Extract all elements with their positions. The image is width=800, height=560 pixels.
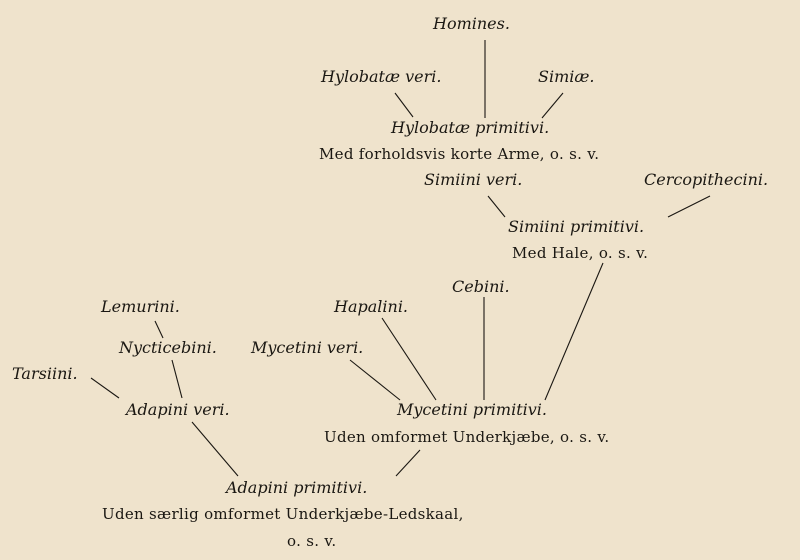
taxon-adapini-primitivi: Adapini primitivi. <box>226 478 368 497</box>
edge-simiini-veri <box>488 196 505 217</box>
taxon-mycetini-veri: Mycetini veri. <box>251 338 364 357</box>
edge-tarsiini <box>91 378 119 398</box>
edge-simiae <box>542 93 563 118</box>
desc-adapini-line2: o. s. v. <box>287 532 337 550</box>
taxon-hylobatae-veri: Hylobatæ veri. <box>321 67 442 86</box>
taxon-simiini-primitivi: Simiini primitivi. <box>508 217 645 236</box>
edge-lemurini <box>155 321 163 338</box>
edge-hapalini <box>382 318 436 400</box>
taxon-cebini: Cebini. <box>452 277 510 296</box>
edge-mycetini-veri <box>350 360 400 400</box>
taxon-simiini-veri: Simiini veri. <box>424 170 523 189</box>
edge-hylobatae-veri <box>395 93 413 117</box>
edge-nycticebini <box>172 360 182 398</box>
edge-mycetini-trunk <box>396 450 420 476</box>
desc-simiini: Med Hale, o. s. v. <box>512 244 649 262</box>
edge-adapini-veri <box>192 422 238 476</box>
taxon-tarsiini: Tarsiini. <box>12 364 78 383</box>
edge-simiini-trunk <box>545 263 603 400</box>
taxon-homines: Homines. <box>433 14 510 33</box>
taxon-hylobatae-primitivi: Hylobatæ primitivi. <box>391 118 550 137</box>
taxon-nycticebini: Nycticebini. <box>119 338 217 357</box>
taxon-mycetini-primitivi: Mycetini primitivi. <box>397 400 547 419</box>
taxon-lemurini: Lemurini. <box>101 297 180 316</box>
taxon-hapalini: Hapalini. <box>334 297 409 316</box>
desc-adapini-line1: Uden særlig omformet Underkjæbe-Ledskaal, <box>102 505 464 523</box>
edge-cercopithecini <box>668 196 710 217</box>
desc-hylobatae: Med forholdsvis korte Arme, o. s. v. <box>319 145 600 163</box>
desc-mycetini: Uden omformet Underkjæbe, o. s. v. <box>324 428 610 446</box>
taxon-cercopithecini: Cercopithecini. <box>644 170 769 189</box>
taxon-adapini-veri: Adapini veri. <box>126 400 230 419</box>
taxon-simiae: Simiæ. <box>538 67 595 86</box>
